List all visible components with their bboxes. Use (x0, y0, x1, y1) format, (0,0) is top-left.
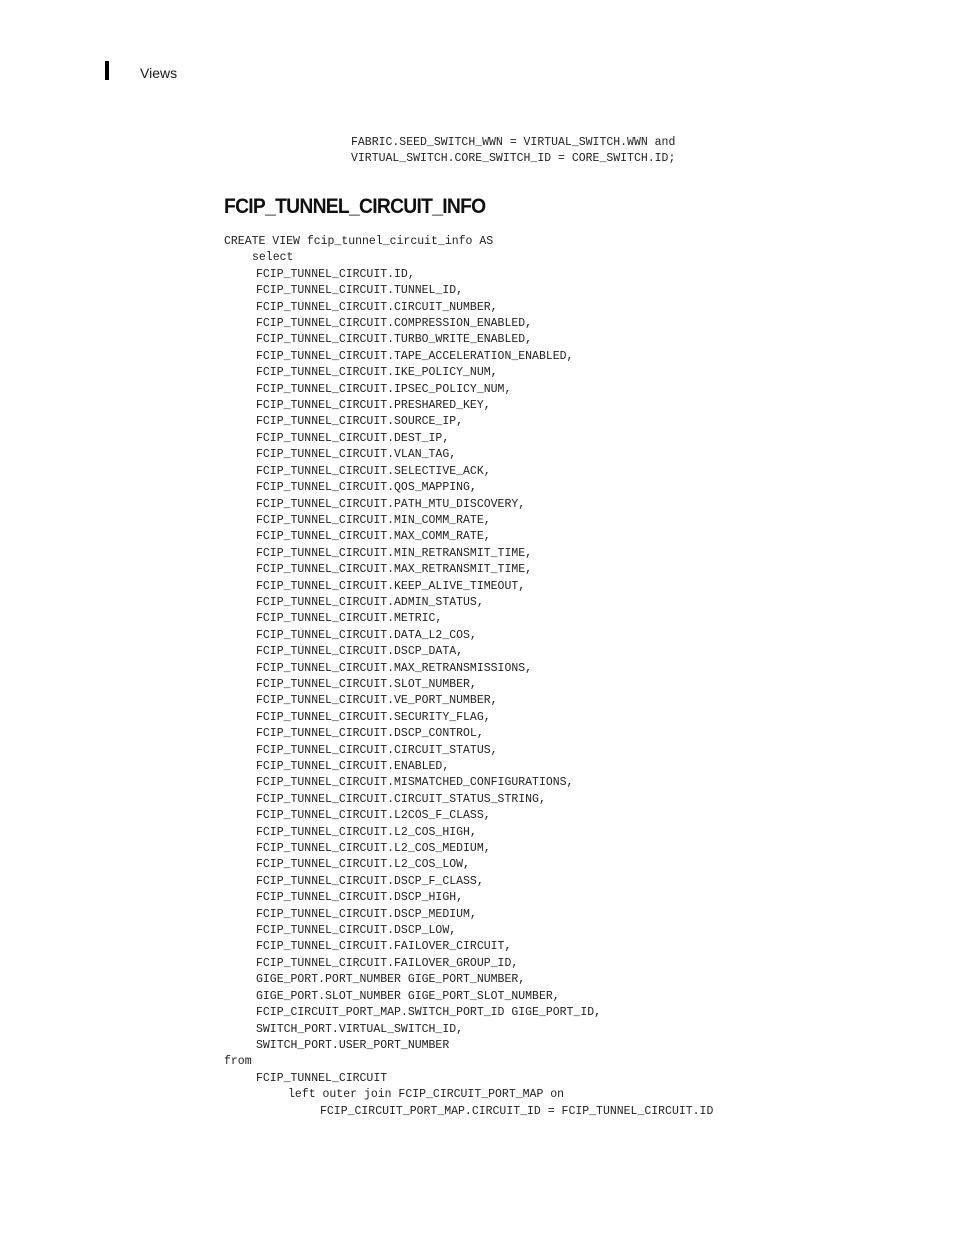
select-column-line: FCIP_TUNNEL_CIRCUIT.MISMATCHED_CONFIGURATIONS, (256, 776, 574, 790)
running-header-label: Views (140, 65, 178, 81)
code-line: VIRTUAL_SWITCH.CORE_SWITCH_ID = CORE_SWITCH.ID; (351, 152, 676, 166)
select-column-line: FCIP_TUNNEL_CIRCUIT.ENABLED, (256, 760, 450, 773)
select-column-line: FCIP_TUNNEL_CIRCUIT.VE_PORT_NUMBER, (256, 694, 498, 708)
select-column-line: FCIP_TUNNEL_CIRCUIT.MIN_COMM_RATE, (256, 513, 491, 527)
select-column-line: FCIP_CIRCUIT_PORT_MAP.SWITCH_PORT_ID GIGE_PORT_ID, (256, 1006, 602, 1020)
select-column-line: FCIP_TUNNEL_CIRCUIT.DSCP_CONTROL, (256, 727, 484, 741)
join-condition: FCIP_CIRCUIT_PORT_MAP.CIRCUIT_ID = FCIP_TUNNEL_CIRCUIT.ID (320, 1104, 714, 1118)
select-column-line: FCIP_TUNNEL_CIRCUIT.L2_COS_LOW, (256, 858, 470, 872)
select-column-line: FCIP_TUNNEL_CIRCUIT.L2_COS_MEDIUM, (256, 842, 491, 856)
previous-view-sql-tail (351, 135, 675, 168)
select-column-line: FCIP_TUNNEL_CIRCUIT.CIRCUIT_STATUS_STRING, (256, 792, 546, 806)
select-column-line: SWITCH_PORT.VIRTUAL_SWITCH_ID, (256, 1022, 464, 1036)
select-column-line: FCIP_TUNNEL_CIRCUIT.DATA_L2_COS, (256, 628, 477, 642)
select-column-line: FCIP_TUNNEL_CIRCUIT.IPSEC_POLICY_NUM, (256, 382, 512, 396)
select-column-line: FCIP_TUNNEL_CIRCUIT.DSCP_LOW, (256, 924, 457, 938)
select-column-line: FCIP_TUNNEL_CIRCUIT.KEEP_ALIVE_TIMEOUT, (256, 579, 526, 593)
select-column-line: FCIP_TUNNEL_CIRCUIT.TURBO_WRITE_ENABLED, (256, 333, 533, 347)
select-column-line: FCIP_TUNNEL_CIRCUIT.QOS_MAPPING, (256, 481, 477, 495)
select-column-line: FCIP_TUNNEL_CIRCUIT.VLAN_TAG, (256, 448, 457, 462)
select-column-line: FCIP_TUNNEL_CIRCUIT.SECURITY_FLAG, (256, 710, 491, 724)
select-column-line: FCIP_TUNNEL_CIRCUIT.PRESHARED_KEY, (256, 399, 491, 413)
select-column-line: FCIP_TUNNEL_CIRCUIT.L2_COS_HIGH, (256, 825, 477, 839)
code-line: FABRIC.SEED_SWITCH_WWN = VIRTUAL_SWITCH.WWN and (351, 136, 676, 149)
select-keyword: select (252, 251, 294, 265)
select-column-line: FCIP_TUNNEL_CIRCUIT.METRIC, (256, 612, 443, 626)
select-column-line: FCIP_TUNNEL_CIRCUIT.CIRCUIT_STATUS, (256, 743, 498, 757)
select-column-line: GIGE_PORT.PORT_NUMBER GIGE_PORT_NUMBER, (256, 973, 526, 987)
select-column-line: FCIP_TUNNEL_CIRCUIT.DSCP_DATA, (256, 645, 464, 659)
select-column-line: FCIP_TUNNEL_CIRCUIT.MAX_RETRANSMIT_TIME, (256, 563, 533, 577)
select-column-line: FCIP_TUNNEL_CIRCUIT.COMPRESSION_ENABLED, (256, 317, 533, 331)
select-column-line: FCIP_TUNNEL_CIRCUIT.ADMIN_STATUS, (256, 595, 484, 609)
select-column-line: SWITCH_PORT.USER_PORT_NUMBER (256, 1038, 450, 1052)
select-column-line: FCIP_TUNNEL_CIRCUIT.IKE_POLICY_NUM, (256, 366, 498, 380)
select-column-line: FCIP_TUNNEL_CIRCUIT.L2COS_F_CLASS, (256, 809, 491, 823)
select-column-line: FCIP_TUNNEL_CIRCUIT.MAX_RETRANSMISSIONS, (256, 661, 533, 675)
select-column-line: FCIP_TUNNEL_CIRCUIT.SOURCE_IP, (256, 415, 464, 429)
select-column-line: FCIP_TUNNEL_CIRCUIT.ID, (256, 267, 415, 281)
select-column-line: FCIP_TUNNEL_CIRCUIT.CIRCUIT_NUMBER, (256, 300, 498, 314)
select-column-line: FCIP_TUNNEL_CIRCUIT.MIN_RETRANSMIT_TIME, (256, 546, 533, 560)
from-keyword: from (224, 1055, 252, 1069)
header-marker-bar (105, 61, 109, 80)
select-column-line: FCIP_TUNNEL_CIRCUIT.TUNNEL_ID, (256, 284, 464, 298)
select-column-line: FCIP_TUNNEL_CIRCUIT.SLOT_NUMBER, (256, 677, 477, 691)
section-title: FCIP_TUNNEL_CIRCUIT_INFO (224, 195, 486, 218)
view-sql-block (224, 234, 713, 1120)
select-column-list (224, 267, 713, 1055)
select-column-line: FCIP_TUNNEL_CIRCUIT.FAILOVER_GROUP_ID, (256, 956, 519, 970)
select-column-line: FCIP_TUNNEL_CIRCUIT.DSCP_MEDIUM, (256, 907, 477, 921)
join-clause: left outer join FCIP_CIRCUIT_PORT_MAP on (288, 1088, 565, 1102)
create-view-line: CREATE VIEW fcip_tunnel_circuit_info AS (224, 235, 494, 248)
select-column-line: FCIP_TUNNEL_CIRCUIT.FAILOVER_CIRCUIT, (256, 940, 512, 954)
select-column-line: FCIP_TUNNEL_CIRCUIT.TAPE_ACCELERATION_ENABLED, (256, 349, 574, 363)
select-column-line: FCIP_TUNNEL_CIRCUIT.DSCP_HIGH, (256, 891, 464, 905)
select-column-line: FCIP_TUNNEL_CIRCUIT.MAX_COMM_RATE, (256, 530, 491, 544)
select-column-line: FCIP_TUNNEL_CIRCUIT.SELECTIVE_ACK, (256, 464, 491, 478)
select-column-line: FCIP_TUNNEL_CIRCUIT.DEST_IP, (256, 431, 450, 445)
select-column-line: FCIP_TUNNEL_CIRCUIT.PATH_MTU_DISCOVERY, (256, 497, 526, 511)
from-table: FCIP_TUNNEL_CIRCUIT (256, 1071, 388, 1085)
select-column-line: FCIP_TUNNEL_CIRCUIT.DSCP_F_CLASS, (256, 874, 484, 888)
select-column-line: GIGE_PORT.SLOT_NUMBER GIGE_PORT_SLOT_NUMBER, (256, 989, 560, 1003)
